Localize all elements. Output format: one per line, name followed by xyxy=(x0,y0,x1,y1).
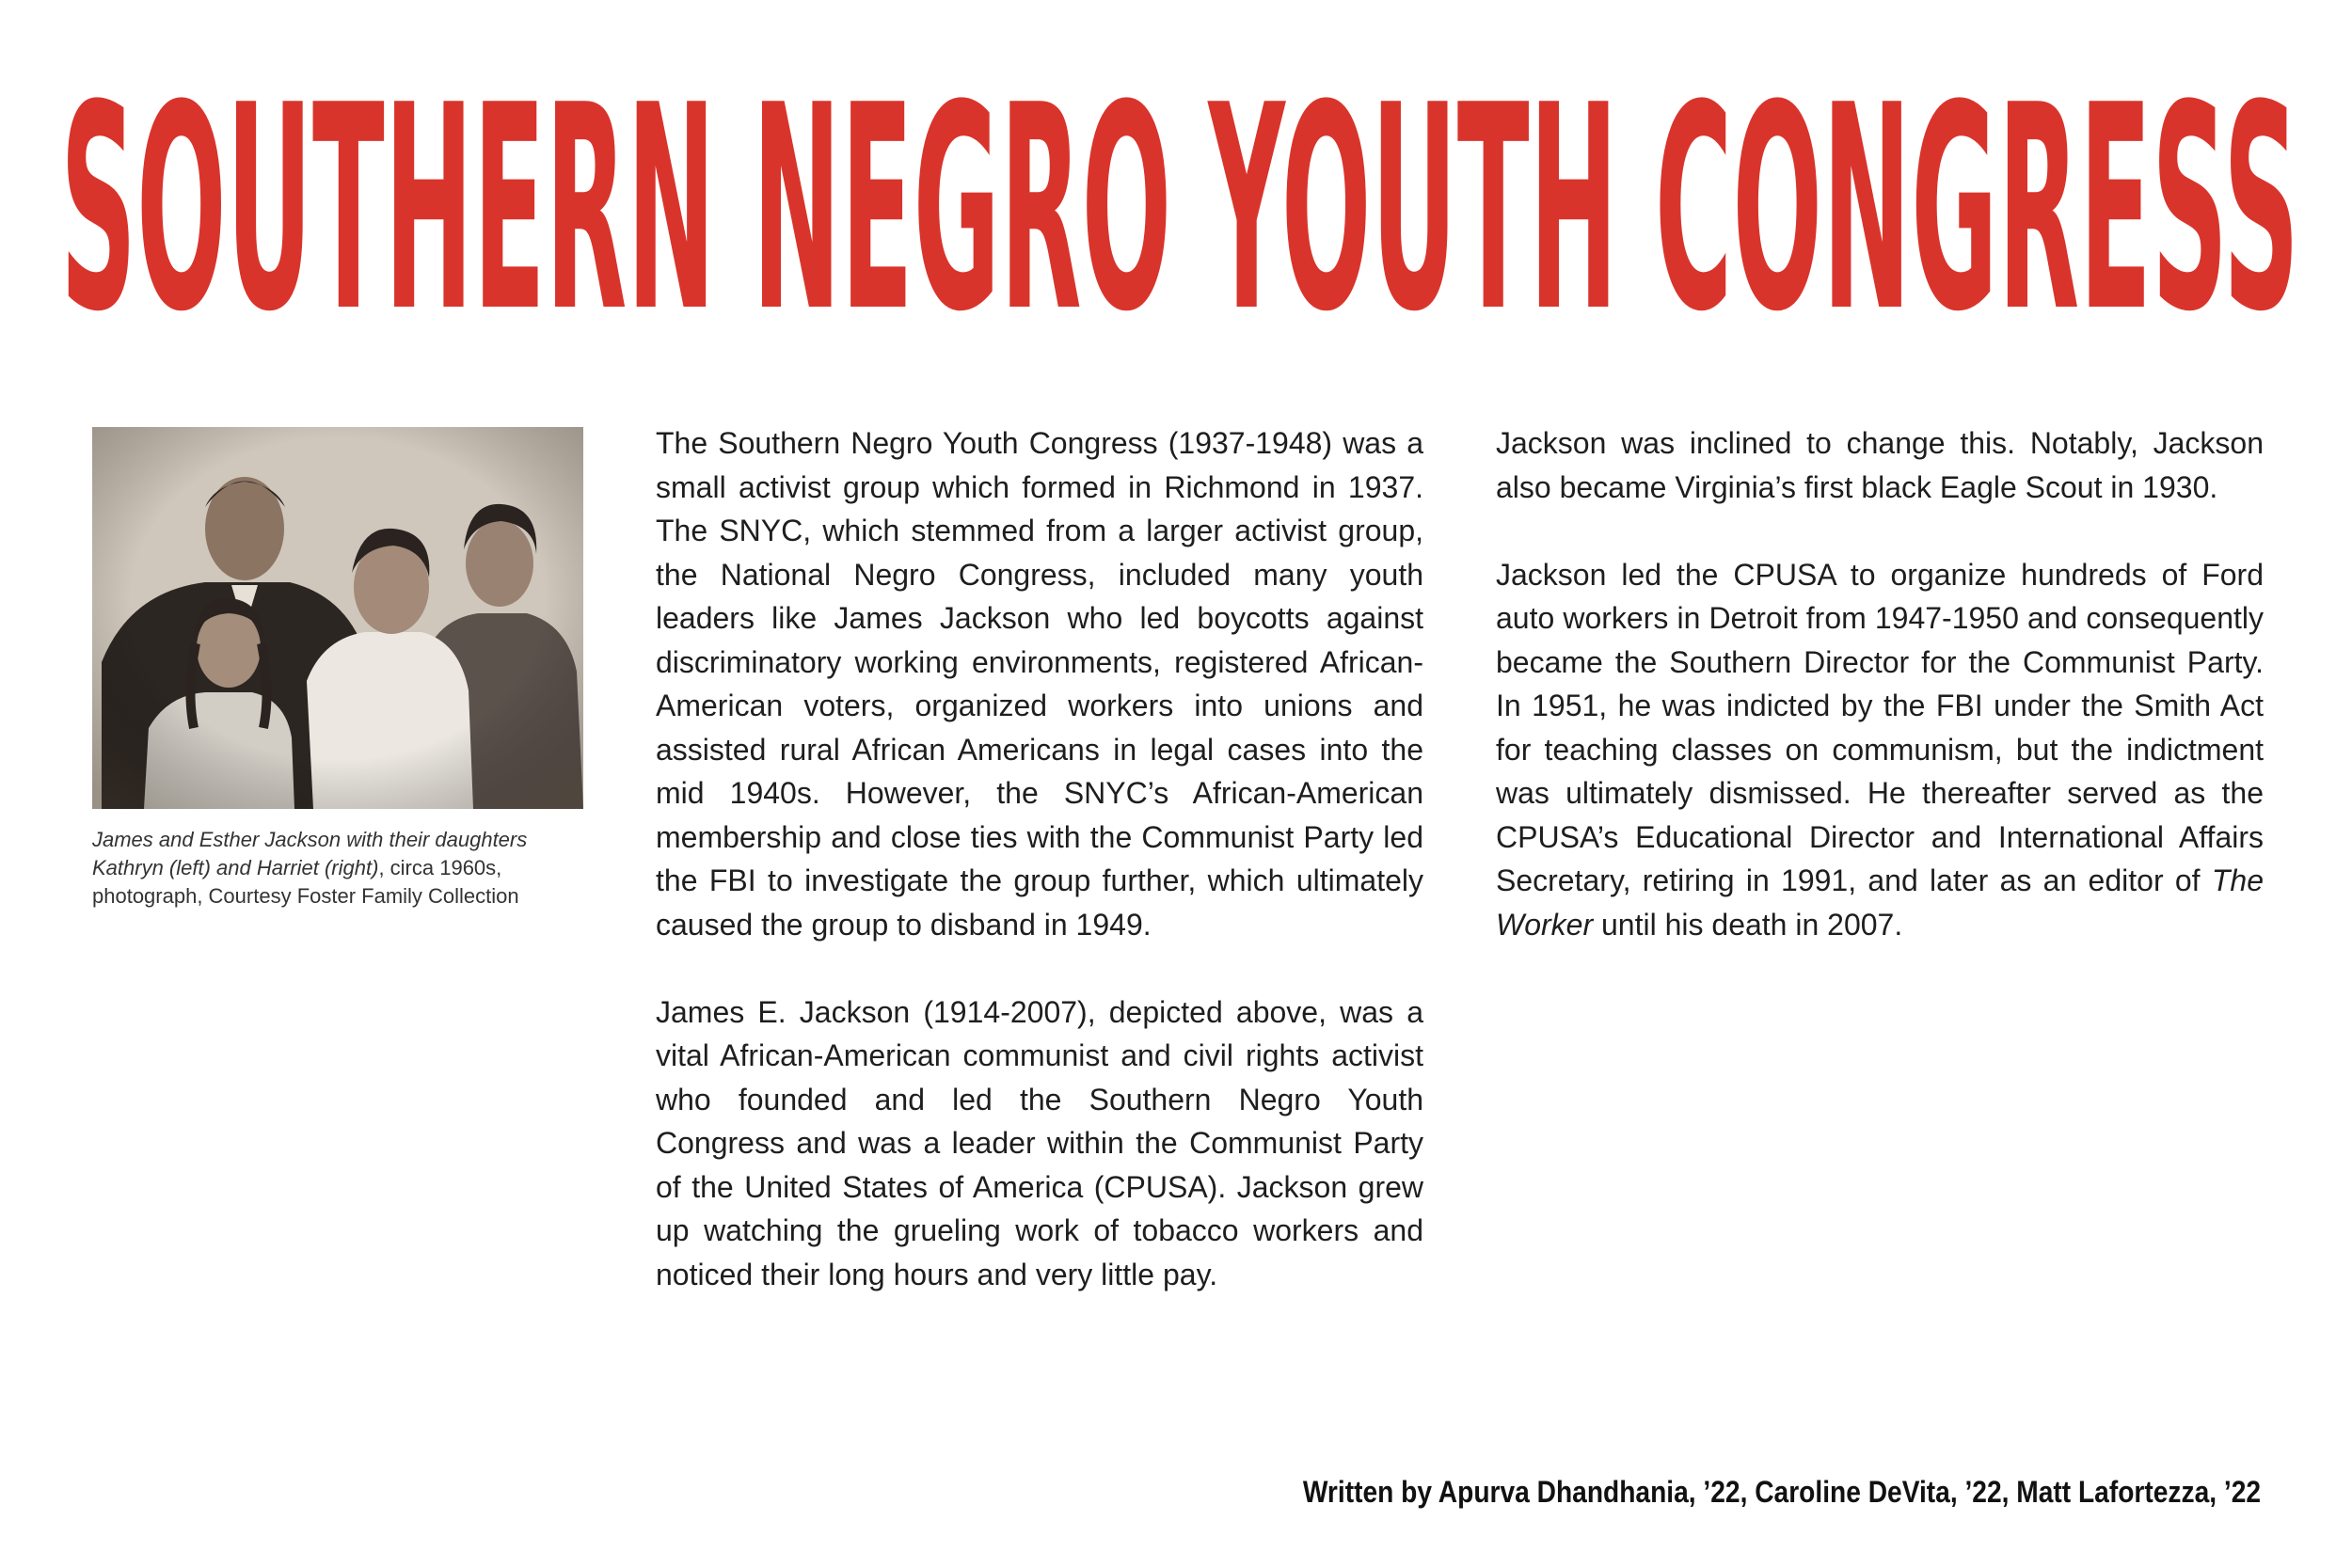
text-column-left xyxy=(656,421,1423,1296)
page-title xyxy=(60,55,2299,337)
family-photo-icon xyxy=(92,427,583,809)
author-credits: Written by Apurva Dhandhania, ’22, Caroline DeVita, ’22, Matt Lafortezza, ’22 xyxy=(1302,1475,2261,1509)
photo-caption xyxy=(92,826,600,911)
the-worker-title: The Worker xyxy=(1496,863,2264,942)
paragraph-eagle-scout: Jackson was inclined to change this. Notably, Jackson also became Virginia’s first black Eagle Scout in 1930. xyxy=(1496,426,2264,504)
paragraph-snyc-history: The Southern Negro Youth Congress (1937-1948) was a small activist group which formed in Richmond in 1937. The SNYC, which stemmed from a larger activist group, the National Negro Congress, included many youth leaders like James Jackson who led boycotts against discriminatory working environments, registered African-American voters, organized workers into unions and assisted rural African Americans in legal cases into the mid 1940s. However, the SNYC’s African-American membership and close ties with the Communist Party led the FBI to investigate the group further, which ultimately caused the group to disband in 1949. xyxy=(656,426,1423,942)
title-svg xyxy=(60,55,2299,337)
caption-italic: James and Esther Jackson with their daughters Kathryn (left) and Harriet (right) xyxy=(92,828,528,879)
career-text-end: until his death in 2007. xyxy=(1593,907,1903,942)
caption-rest: , circa 1960s, photograph, Courtesy Foster Family Collection xyxy=(92,856,519,908)
paragraph-james-jackson: James E. Jackson (1914-2007), depicted above, was a vital African-American communist and civil rights activist who founded and led the Southern Negro Youth Congress and was a leader within the Communist Party of the United States of America (CPUSA). Jackson grew up watching the grueling work of tobacco workers and noticed their long hours and very little pay. xyxy=(656,994,1423,1291)
family-photograph xyxy=(92,427,583,809)
paragraph-cpusa-career xyxy=(1496,553,2264,947)
title-text: SOUTHERN NEGRO YOUTH CONGRESS xyxy=(60,55,2299,337)
career-text: Jackson led the CPUSA to organize hundreds of Ford auto workers in Detroit from 1947-1950 and consequently became the Southern Director for the Communist Party. In 1951, he was indicted by the FBI under the Smith Act for teaching classes on communism, but the indictment was ultimately dismissed. He thereafter served as the CPUSA’s Educational Director and International Affairs Secretary, retiring in 1991, and later as an editor of xyxy=(1496,557,2264,897)
text-column-right xyxy=(1496,421,2264,946)
